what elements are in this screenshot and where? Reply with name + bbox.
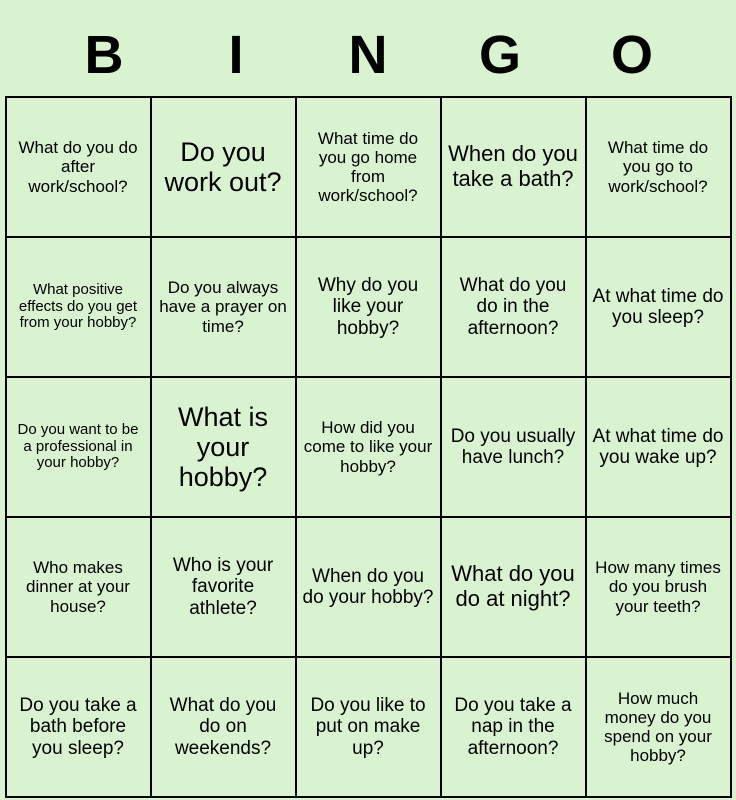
bingo-cell[interactable]: What time do you go home from work/school? (296, 97, 441, 237)
bingo-cell[interactable]: How much money do you spend on your hobby? (586, 657, 731, 797)
bingo-cell[interactable]: What do you do after work/school? (6, 97, 151, 237)
bingo-letter-n: N (348, 25, 388, 85)
bingo-cell[interactable]: What do you do in the afternoon? (441, 237, 586, 377)
bingo-row (6, 237, 731, 377)
bingo-cell[interactable]: How many times do you brush your teeth? (586, 517, 731, 657)
bingo-cell[interactable]: Do you usually have lunch? (441, 377, 586, 517)
bingo-cell[interactable]: What time do you go to work/school? (586, 97, 731, 237)
bingo-cell[interactable]: Do you always have a prayer on time? (151, 237, 296, 377)
bingo-cell[interactable]: Do you work out? (151, 97, 296, 237)
bingo-row (6, 517, 731, 657)
bingo-cell[interactable]: At what time do you sleep? (586, 237, 731, 377)
bingo-row (6, 97, 731, 237)
bingo-cell[interactable]: Do you want to be a professional in your hobby? (6, 377, 151, 517)
bingo-row (6, 377, 731, 517)
bingo-cell[interactable]: What do you do on weekends? (151, 657, 296, 797)
bingo-letter-g: G (478, 25, 521, 85)
bingo-letter-i: I (228, 25, 244, 85)
bingo-cell[interactable]: Why do you like your hobby? (296, 237, 441, 377)
bingo-cell[interactable]: Do you like to put on make up? (296, 657, 441, 797)
bingo-cell[interactable]: Who is your favorite athlete? (151, 517, 296, 657)
bingo-letter-o: O (610, 25, 653, 85)
bingo-cell[interactable]: When do you do your hobby? (296, 517, 441, 657)
bingo-cell[interactable]: When do you take a bath? (441, 97, 586, 237)
bingo-cell[interactable]: What do you do at night? (441, 517, 586, 657)
bingo-title (38, 25, 698, 85)
bingo-letter-b: B (84, 25, 124, 85)
bingo-cell[interactable]: Do you take a bath before you sleep? (6, 657, 151, 797)
bingo-row (6, 657, 731, 797)
bingo-cell[interactable]: How did you come to like your hobby? (296, 377, 441, 517)
bingo-cell[interactable]: What positive effects do you get from your hobby? (6, 237, 151, 377)
bingo-grid (5, 96, 732, 798)
bingo-cell[interactable]: Who makes dinner at your house? (6, 517, 151, 657)
bingo-cell[interactable]: At what time do you wake up? (586, 377, 731, 517)
bingo-cell[interactable]: What is your hobby? (151, 377, 296, 517)
bingo-cell[interactable]: Do you take a nap in the afternoon? (441, 657, 586, 797)
